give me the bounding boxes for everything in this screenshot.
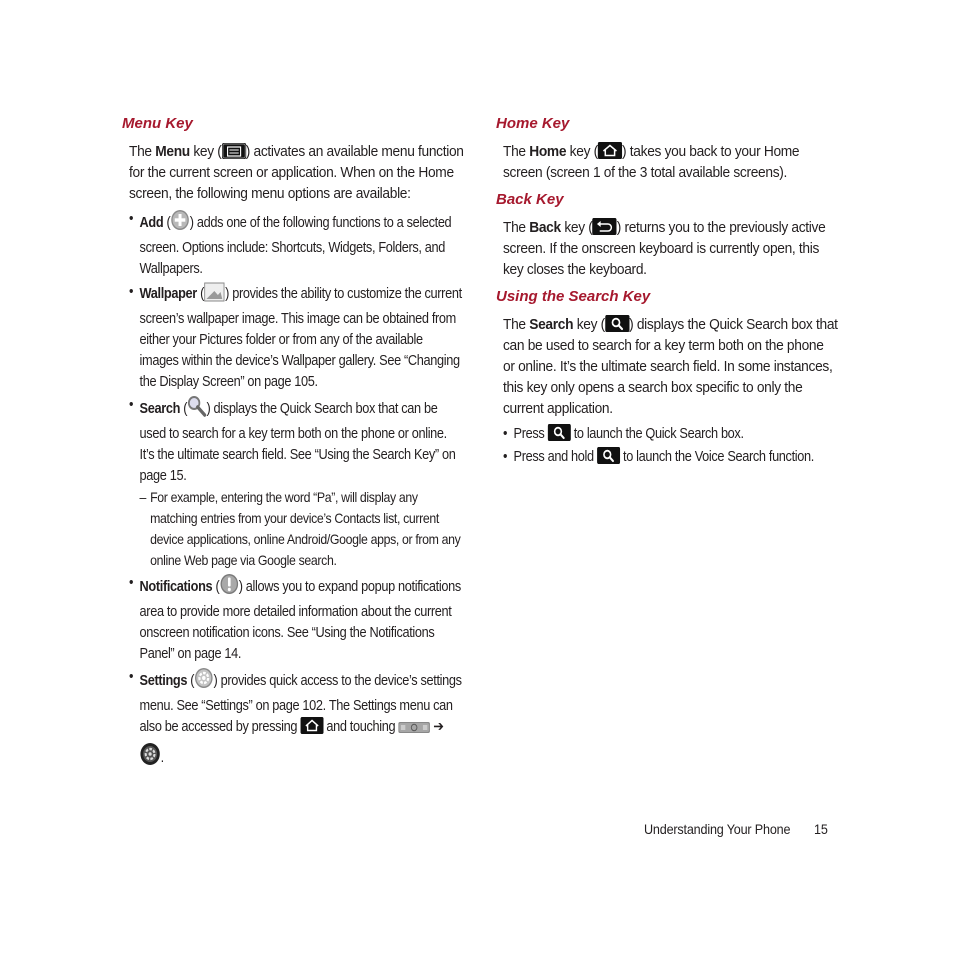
list-item-search-example: – For example, entering the word “Pa”, will display any matching entries from your device’s Contacts list, current device applications, online Android/Google apps, or from any online Web page via Google search. [140, 487, 464, 571]
add-icon [170, 209, 189, 238]
search-key-paragraph: The Search key ( ) displays the Quick Search box that can be used to search for a key term both on the phone or online. It’s the ultimate search field. In some instances, this key only opens a search box specific to only the current application. [503, 317, 838, 417]
search-sublist [140, 487, 464, 571]
list-item-settings: • Settings ( ) provides quick access to the device’s settings menu. See “Settings” on page 102. The Settings menu can also be accessed by pressing and touching ➔ . [129, 667, 463, 773]
list-item-press-hold-search: • Press and hold to launch the Voice Search function. [503, 447, 837, 468]
footer-section-title: Understanding Your Phone [644, 821, 791, 837]
notification-alert-icon [219, 573, 238, 602]
back-key-paragraph: The Back key ( ) returns you to the previously active screen. If the onscreen keyboard is currently open, this key closes the keyboard. [503, 220, 826, 278]
left-column [122, 114, 462, 775]
settings-app-icon [140, 742, 161, 773]
menu-key-intro: The Menu key ( ) activates an available menu function for the current screen or application. When on the Home screen, the following menu options are available: [129, 144, 464, 202]
menu-options-list [129, 209, 463, 773]
back-key-icon [593, 218, 617, 235]
back-key-heading: Back Key [496, 191, 564, 208]
menu-key-icon [222, 143, 246, 159]
list-item-wallpaper: • Wallpaper ( ) provides the ability to customize the current screen’s wallpaper image. This image can be obtained from either your Pictures folder or from any of the available images within the device’s Wallpaper gallery. See “Changing the Display Screen” on page 105. [129, 282, 463, 393]
list-item-press-search: • Press to launch the Quick Search box. [503, 424, 837, 445]
search-key-list [503, 424, 837, 468]
search-key-heading: Using the Search Key [496, 288, 651, 305]
home-key-icon [300, 717, 323, 734]
home-key-paragraph: The Home key ( ) takes you back to your Home screen (screen 1 of the 3 total available screens). [503, 144, 800, 181]
home-key-icon [598, 142, 622, 159]
search-key-icon [548, 424, 571, 441]
list-item-notifications: • Notifications ( ) allows you to expand popup notifications area to provide more detailed information about the current onscreen notification icons. See “Using the Notifications Panel” on page 14. [129, 573, 463, 665]
magnifier-icon [187, 395, 206, 424]
search-key-icon [605, 315, 629, 332]
launcher-bar-icon [398, 719, 430, 742]
home-key-heading: Home Key [496, 115, 570, 132]
search-key-icon [597, 447, 620, 464]
wallpaper-icon [204, 282, 225, 309]
list-item-search: • Search ( ) displays the Quick Search box that can be used to search for a key term both on the phone or online. It’s the ultimate search field. See “Using the Search Key” on page 15. – For example, entering the word “Pa”, will display any matching entries from your device’s Contacts list, current device applications, online Android/Google apps, or from any online Web page via Google search. [129, 395, 463, 571]
footer-page-number: 15 [814, 821, 828, 837]
list-item-add: • Add ( ) adds one of the following functions to a selected screen. Options include: Shortcuts, Widgets, Folders, and Wallpapers. [129, 209, 463, 280]
settings-gear-icon [194, 667, 213, 696]
menu-key-heading: Menu Key [122, 115, 193, 132]
right-column [496, 114, 836, 470]
